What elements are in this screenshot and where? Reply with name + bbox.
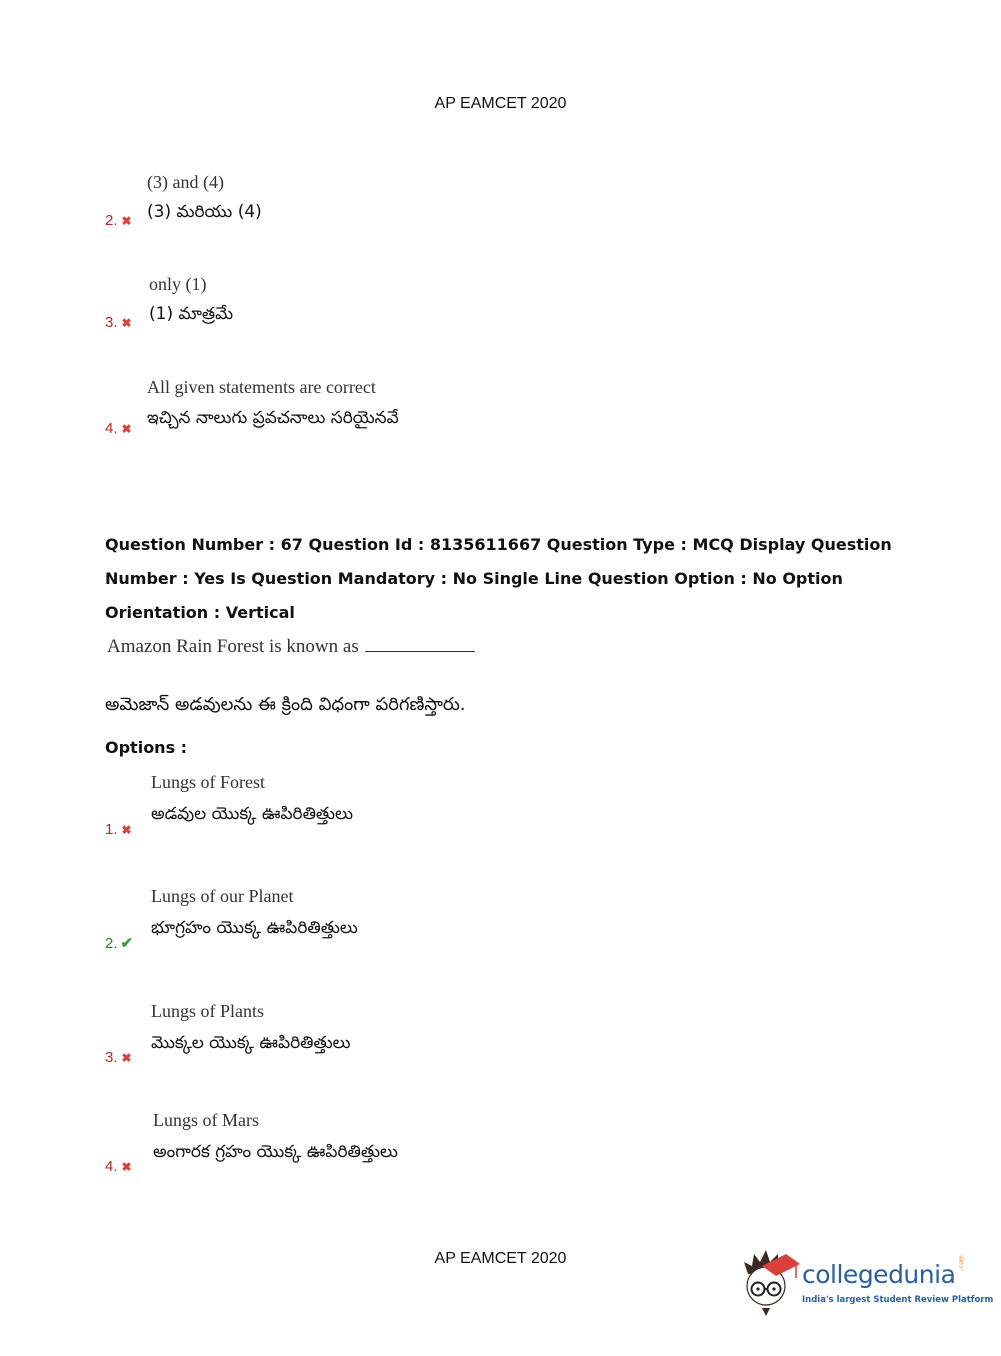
option-text-te: (3) మరియు (4) (147, 202, 262, 222)
cross-icon: ✖ (121, 316, 132, 330)
option-text-te: మొక్కల యొక్క ఊపిరితిత్తులు (151, 1033, 351, 1053)
option-text-en: All given statements are correct (147, 377, 376, 397)
option-number: 4. ✖ (105, 1158, 132, 1175)
option-text-te: అడవుల యొక్క ఊపిరితిత్తులు (151, 804, 353, 824)
page-footer-title: AP EAMCET 2020 (434, 1250, 567, 1267)
question-text-en: Amazon Rain Forest is known as (107, 636, 475, 658)
cross-icon: ✖ (121, 823, 132, 837)
cross-icon: ✖ (121, 422, 132, 436)
collegedunia-logo (740, 1248, 994, 1318)
option-text-en: Lungs of Plants (151, 1001, 265, 1021)
option-number: 1. ✖ (105, 821, 132, 838)
option-number: 3. ✖ (105, 1049, 132, 1066)
logo-suffix: .com (958, 1255, 965, 1270)
check-icon: ✔ (120, 935, 134, 952)
option-text-te: ఇచ్చిన నాలుగు ప్రవచనాలు సరియైనవే (147, 408, 399, 428)
options-label: Options : (105, 738, 188, 757)
page-header-title: AP EAMCET 2020 (434, 95, 567, 112)
option-text-en: (3) and (4) (147, 172, 224, 192)
option-number: 4. ✖ (105, 420, 132, 437)
cross-icon: ✖ (121, 1160, 132, 1174)
option-text-te: భూగ్రహం యొక్క ఊపిరితిత్తులు (151, 918, 358, 938)
mascot-icon (740, 1248, 800, 1318)
option-number: 2. ✔ (105, 935, 134, 952)
cross-icon: ✖ (121, 1051, 132, 1065)
logo-wordmark: collegedunia (802, 1260, 956, 1289)
question-text-te: అమెజాన్ అడవులను ఈ క్రింది విధంగా పరిగణిస్తారు. (105, 694, 466, 715)
option-number: 2. ✖ (105, 212, 132, 229)
option-text-en: Lungs of Forest (151, 772, 265, 792)
option-text-en: only (1) (149, 274, 207, 294)
question-metadata: Question Number : 67 Question Id : 8135611667 Question Type : MCQ Display Question Number : Yes Is Question Mandatory : No Single Line Question Option : No Option Orientation : Vertical (105, 535, 892, 622)
option-text-te: (1) మాత్రమే (149, 304, 234, 324)
option-number: 3. ✖ (105, 314, 132, 331)
option-text-en: Lungs of our Planet (151, 886, 294, 906)
option-text-en: Lungs of Mars (153, 1110, 259, 1130)
cross-icon: ✖ (121, 214, 132, 228)
option-text-te: అంగారక గ్రహం యొక్క ఊపిరితిత్తులు (153, 1142, 398, 1162)
logo-tagline: India's largest Student Review Platform (802, 1295, 994, 1305)
answer-blank (365, 637, 475, 652)
